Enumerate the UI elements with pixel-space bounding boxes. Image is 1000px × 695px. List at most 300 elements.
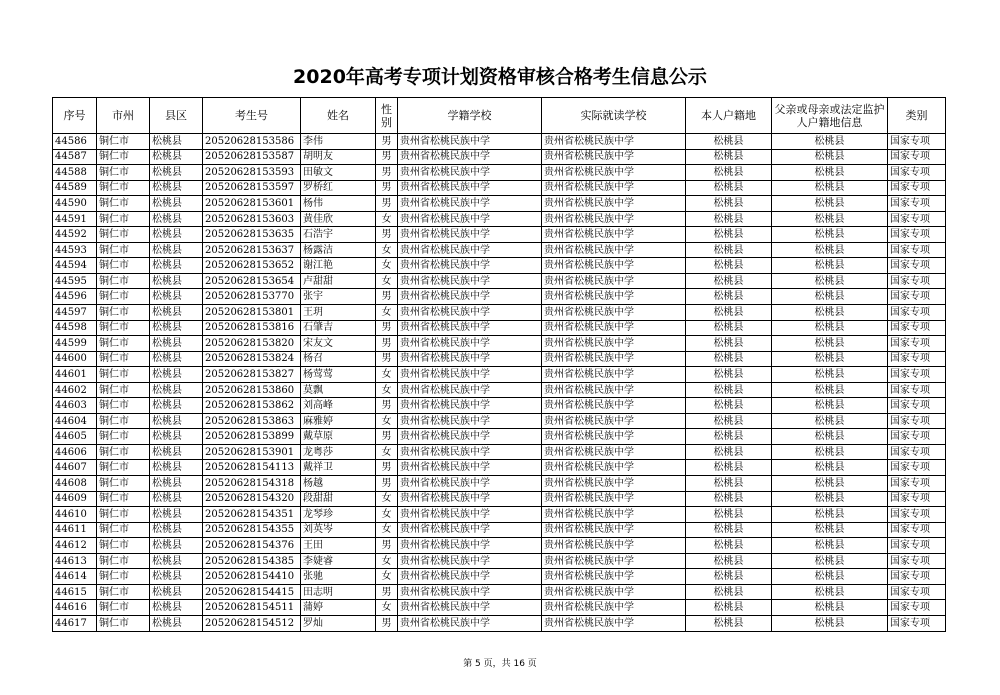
cell-actual-school: 贵州省松桃民族中学 [542,258,686,274]
cell-exam-number: 20520628153597 [203,180,301,196]
cell-category: 国家专项 [888,258,946,274]
cell-guardian-household: 松桃县 [772,367,888,383]
cell-exam-number: 20520628154410 [203,569,301,585]
cell-name: 蒲婷 [301,600,376,616]
cell-gender: 男 [376,165,398,181]
cell-actual-school: 贵州省松桃民族中学 [542,522,686,538]
cell-city: 铜仁市 [97,211,150,227]
cell-guardian-household: 松桃县 [772,134,888,150]
cell-category: 国家专项 [888,600,946,616]
cell-enrolled-school: 贵州省松桃民族中学 [398,211,542,227]
cell-gender: 男 [376,351,398,367]
cell-enrolled-school: 贵州省松桃民族中学 [398,273,542,289]
cell-name: 张宇 [301,289,376,305]
cell-household: 松桃县 [686,615,772,631]
cell-county: 松桃县 [150,134,203,150]
cell-name: 张驰 [301,569,376,585]
table-row [53,367,946,383]
cell-enrolled-school: 贵州省松桃民族中学 [398,507,542,523]
cell-enrolled-school: 贵州省松桃民族中学 [398,382,542,398]
cell-guardian-household: 松桃县 [772,569,888,585]
cell-gender: 女 [376,273,398,289]
cell-index: 44599 [53,336,97,352]
cell-exam-number: 20520628154415 [203,584,301,600]
cell-gender: 女 [376,367,398,383]
cell-enrolled-school: 贵州省松桃民族中学 [398,538,542,554]
cell-guardian-household: 松桃县 [772,289,888,305]
cell-category: 国家专项 [888,413,946,429]
cell-name: 谢江艳 [301,258,376,274]
cell-name: 胡明友 [301,149,376,165]
cell-category: 国家专项 [888,305,946,321]
cell-actual-school: 贵州省松桃民族中学 [542,507,686,523]
cell-index: 44606 [53,444,97,460]
cell-guardian-household: 松桃县 [772,165,888,181]
cell-exam-number: 20520628153901 [203,444,301,460]
cell-household: 松桃县 [686,351,772,367]
table-row [53,429,946,445]
cell-household: 松桃县 [686,444,772,460]
cell-county: 松桃县 [150,476,203,492]
cell-household: 松桃县 [686,413,772,429]
table-row [53,600,946,616]
cell-city: 铜仁市 [97,351,150,367]
cell-enrolled-school: 贵州省松桃民族中学 [398,149,542,165]
table-row [53,289,946,305]
page-footer: 第 5 页，共 16 页 [463,659,537,669]
cell-name: 黄佳欣 [301,211,376,227]
cell-index: 44609 [53,491,97,507]
candidate-table [52,97,946,632]
cell-city: 铜仁市 [97,398,150,414]
cell-county: 松桃县 [150,273,203,289]
cell-index: 44615 [53,584,97,600]
cell-enrolled-school: 贵州省松桃民族中学 [398,553,542,569]
cell-actual-school: 贵州省松桃民族中学 [542,538,686,554]
cell-category: 国家专项 [888,242,946,258]
cell-gender: 女 [376,413,398,429]
cell-county: 松桃县 [150,413,203,429]
cell-exam-number: 20520628154318 [203,476,301,492]
cell-guardian-household: 松桃县 [772,615,888,631]
cell-gender: 男 [376,227,398,243]
cell-actual-school: 贵州省松桃民族中学 [542,569,686,585]
cell-enrolled-school: 贵州省松桃民族中学 [398,615,542,631]
cell-exam-number: 20520628153603 [203,211,301,227]
cell-name: 罗灿 [301,615,376,631]
cell-exam-number: 20520628154385 [203,553,301,569]
cell-exam-number: 20520628153827 [203,367,301,383]
cell-city: 铜仁市 [97,429,150,445]
cell-household: 松桃县 [686,134,772,150]
cell-index: 44613 [53,553,97,569]
cell-name: 石浩宇 [301,227,376,243]
cell-name: 石肇吉 [301,320,376,336]
cell-enrolled-school: 贵州省松桃民族中学 [398,398,542,414]
cell-exam-number: 20520628153635 [203,227,301,243]
cell-actual-school: 贵州省松桃民族中学 [542,289,686,305]
cell-household: 松桃县 [686,538,772,554]
cell-city: 铜仁市 [97,336,150,352]
cell-city: 铜仁市 [97,320,150,336]
cell-county: 松桃县 [150,398,203,414]
table-row [53,336,946,352]
cell-household: 松桃县 [686,491,772,507]
cell-county: 松桃县 [150,444,203,460]
cell-name: 莫飘 [301,382,376,398]
cell-name: 王田 [301,538,376,554]
cell-guardian-household: 松桃县 [772,460,888,476]
cell-category: 国家专项 [888,460,946,476]
cell-county: 松桃县 [150,491,203,507]
cell-gender: 女 [376,242,398,258]
cell-enrolled-school: 贵州省松桃民族中学 [398,351,542,367]
cell-name: 杨召 [301,351,376,367]
cell-index: 44589 [53,180,97,196]
cell-city: 铜仁市 [97,460,150,476]
page-title: 2020年高考专项计划资格审核合格考生信息公示 [293,66,707,88]
cell-city: 铜仁市 [97,367,150,383]
cell-county: 松桃县 [150,522,203,538]
cell-city: 铜仁市 [97,305,150,321]
cell-actual-school: 贵州省松桃民族中学 [542,600,686,616]
cell-category: 国家专项 [888,569,946,585]
cell-guardian-household: 松桃县 [772,507,888,523]
cell-index: 44610 [53,507,97,523]
cell-category: 国家专项 [888,584,946,600]
cell-category: 国家专项 [888,196,946,212]
cell-name: 刘高峰 [301,398,376,414]
cell-city: 铜仁市 [97,522,150,538]
cell-guardian-household: 松桃县 [772,522,888,538]
table-row [53,320,946,336]
cell-city: 铜仁市 [97,476,150,492]
cell-category: 国家专项 [888,289,946,305]
cell-exam-number: 20520628153587 [203,149,301,165]
cell-city: 铜仁市 [97,444,150,460]
cell-enrolled-school: 贵州省松桃民族中学 [398,429,542,445]
cell-city: 铜仁市 [97,538,150,554]
cell-index: 44611 [53,522,97,538]
cell-actual-school: 贵州省松桃民族中学 [542,491,686,507]
cell-index: 44616 [53,600,97,616]
cell-gender: 男 [376,538,398,554]
cell-county: 松桃县 [150,180,203,196]
cell-index: 44608 [53,476,97,492]
cell-actual-school: 贵州省松桃民族中学 [542,615,686,631]
cell-category: 国家专项 [888,273,946,289]
cell-household: 松桃县 [686,569,772,585]
cell-index: 44605 [53,429,97,445]
cell-county: 松桃县 [150,615,203,631]
table-row [53,538,946,554]
cell-guardian-household: 松桃县 [772,242,888,258]
cell-category: 国家专项 [888,491,946,507]
cell-category: 国家专项 [888,320,946,336]
cell-enrolled-school: 贵州省松桃民族中学 [398,460,542,476]
cell-household: 松桃县 [686,367,772,383]
header-category: 类别 [888,98,946,134]
cell-exam-number: 20520628154113 [203,460,301,476]
table-row [53,273,946,289]
header-exam-number: 考生号 [203,98,301,134]
cell-guardian-household: 松桃县 [772,196,888,212]
cell-index: 44592 [53,227,97,243]
cell-name: 李婕睿 [301,553,376,569]
cell-city: 铜仁市 [97,569,150,585]
cell-name: 龙粤莎 [301,444,376,460]
cell-exam-number: 20520628154320 [203,491,301,507]
cell-guardian-household: 松桃县 [772,382,888,398]
cell-category: 国家专项 [888,507,946,523]
cell-household: 松桃县 [686,600,772,616]
cell-category: 国家专项 [888,180,946,196]
table-row [53,227,946,243]
cell-county: 松桃县 [150,553,203,569]
cell-enrolled-school: 贵州省松桃民族中学 [398,569,542,585]
cell-exam-number: 20520628153899 [203,429,301,445]
cell-city: 铜仁市 [97,553,150,569]
cell-exam-number: 20520628153637 [203,242,301,258]
cell-exam-number: 20520628154511 [203,600,301,616]
table-row [53,476,946,492]
cell-index: 44614 [53,569,97,585]
cell-actual-school: 贵州省松桃民族中学 [542,413,686,429]
cell-name: 王玥 [301,305,376,321]
cell-city: 铜仁市 [97,273,150,289]
header-index: 序号 [53,98,97,134]
cell-index: 44597 [53,305,97,321]
cell-household: 松桃县 [686,305,772,321]
cell-enrolled-school: 贵州省松桃民族中学 [398,134,542,150]
table-row [53,242,946,258]
cell-city: 铜仁市 [97,258,150,274]
cell-exam-number: 20520628153770 [203,289,301,305]
cell-county: 松桃县 [150,242,203,258]
cell-name: 段甜甜 [301,491,376,507]
cell-index: 44601 [53,367,97,383]
cell-category: 国家专项 [888,227,946,243]
cell-actual-school: 贵州省松桃民族中学 [542,227,686,243]
cell-exam-number: 20520628153586 [203,134,301,150]
cell-gender: 女 [376,507,398,523]
cell-actual-school: 贵州省松桃民族中学 [542,196,686,212]
table-row [53,211,946,227]
cell-guardian-household: 松桃县 [772,211,888,227]
cell-exam-number: 20520628153801 [203,305,301,321]
cell-household: 松桃县 [686,476,772,492]
cell-city: 铜仁市 [97,600,150,616]
cell-gender: 女 [376,258,398,274]
cell-household: 松桃县 [686,211,772,227]
header-enrolled-school: 学籍学校 [398,98,542,134]
cell-gender: 女 [376,553,398,569]
cell-guardian-household: 松桃县 [772,351,888,367]
cell-county: 松桃县 [150,569,203,585]
cell-enrolled-school: 贵州省松桃民族中学 [398,336,542,352]
cell-gender: 男 [376,429,398,445]
cell-index: 44586 [53,134,97,150]
cell-county: 松桃县 [150,507,203,523]
cell-gender: 男 [376,320,398,336]
cell-index: 44603 [53,398,97,414]
cell-gender: 男 [376,398,398,414]
cell-category: 国家专项 [888,211,946,227]
cell-gender: 男 [376,615,398,631]
cell-exam-number: 20520628153824 [203,351,301,367]
cell-exam-number: 20520628153816 [203,320,301,336]
cell-category: 国家专项 [888,398,946,414]
cell-household: 松桃县 [686,273,772,289]
cell-category: 国家专项 [888,134,946,150]
cell-index: 44607 [53,460,97,476]
cell-actual-school: 贵州省松桃民族中学 [542,553,686,569]
cell-guardian-household: 松桃县 [772,476,888,492]
cell-actual-school: 贵州省松桃民族中学 [542,165,686,181]
cell-enrolled-school: 贵州省松桃民族中学 [398,444,542,460]
table-row [53,149,946,165]
cell-index: 44588 [53,165,97,181]
cell-name: 杨越 [301,476,376,492]
cell-enrolled-school: 贵州省松桃民族中学 [398,600,542,616]
cell-guardian-household: 松桃县 [772,600,888,616]
cell-name: 麻雅婷 [301,413,376,429]
cell-category: 国家专项 [888,553,946,569]
cell-index: 44598 [53,320,97,336]
cell-gender: 女 [376,569,398,585]
cell-household: 松桃县 [686,507,772,523]
cell-city: 铜仁市 [97,507,150,523]
table-row [53,553,946,569]
table-row [53,522,946,538]
cell-county: 松桃县 [150,460,203,476]
cell-household: 松桃县 [686,522,772,538]
cell-actual-school: 贵州省松桃民族中学 [542,211,686,227]
cell-county: 松桃县 [150,258,203,274]
cell-actual-school: 贵州省松桃民族中学 [542,398,686,414]
cell-enrolled-school: 贵州省松桃民族中学 [398,320,542,336]
cell-index: 44604 [53,413,97,429]
cell-category: 国家专项 [888,444,946,460]
cell-guardian-household: 松桃县 [772,398,888,414]
cell-exam-number: 20520628153601 [203,196,301,212]
cell-index: 44595 [53,273,97,289]
cell-name: 田志明 [301,584,376,600]
cell-actual-school: 贵州省松桃民族中学 [542,460,686,476]
cell-household: 松桃县 [686,196,772,212]
cell-household: 松桃县 [686,429,772,445]
cell-name: 龙琴珍 [301,507,376,523]
cell-guardian-household: 松桃县 [772,305,888,321]
cell-name: 杨伟 [301,196,376,212]
cell-gender: 女 [376,382,398,398]
cell-enrolled-school: 贵州省松桃民族中学 [398,367,542,383]
cell-guardian-household: 松桃县 [772,444,888,460]
cell-gender: 男 [376,289,398,305]
cell-county: 松桃县 [150,149,203,165]
cell-category: 国家专项 [888,382,946,398]
cell-index: 44596 [53,289,97,305]
cell-guardian-household: 松桃县 [772,227,888,243]
cell-enrolled-school: 贵州省松桃民族中学 [398,584,542,600]
cell-name: 杨莺莺 [301,367,376,383]
cell-city: 铜仁市 [97,382,150,398]
cell-household: 松桃县 [686,336,772,352]
cell-city: 铜仁市 [97,584,150,600]
cell-county: 松桃县 [150,196,203,212]
cell-county: 松桃县 [150,382,203,398]
cell-gender: 男 [376,149,398,165]
cell-category: 国家专项 [888,429,946,445]
table-header-row [53,98,946,134]
header-gender: 性别 [376,98,398,134]
cell-gender: 男 [376,460,398,476]
cell-category: 国家专项 [888,538,946,554]
table-row [53,165,946,181]
cell-category: 国家专项 [888,149,946,165]
cell-name: 戴祥卫 [301,460,376,476]
header-city: 市州 [97,98,150,134]
cell-actual-school: 贵州省松桃民族中学 [542,336,686,352]
cell-index: 44591 [53,211,97,227]
cell-county: 松桃县 [150,584,203,600]
cell-household: 松桃县 [686,289,772,305]
table-row [53,569,946,585]
cell-gender: 女 [376,600,398,616]
cell-enrolled-school: 贵州省松桃民族中学 [398,305,542,321]
cell-name: 戴草原 [301,429,376,445]
cell-name: 刘英岑 [301,522,376,538]
table-row [53,351,946,367]
cell-name: 卢甜甜 [301,273,376,289]
cell-category: 国家专项 [888,367,946,383]
cell-index: 44617 [53,615,97,631]
cell-guardian-household: 松桃县 [772,180,888,196]
cell-exam-number: 20520628153652 [203,258,301,274]
cell-county: 松桃县 [150,351,203,367]
cell-exam-number: 20520628153654 [203,273,301,289]
cell-household: 松桃县 [686,460,772,476]
table-row [53,382,946,398]
cell-gender: 男 [376,196,398,212]
cell-guardian-household: 松桃县 [772,553,888,569]
cell-city: 铜仁市 [97,227,150,243]
cell-name: 杨露洁 [301,242,376,258]
cell-index: 44594 [53,258,97,274]
cell-enrolled-school: 贵州省松桃民族中学 [398,227,542,243]
cell-category: 国家专项 [888,522,946,538]
cell-gender: 男 [376,584,398,600]
cell-city: 铜仁市 [97,196,150,212]
table-row [53,180,946,196]
cell-household: 松桃县 [686,242,772,258]
cell-county: 松桃县 [150,367,203,383]
cell-enrolled-school: 贵州省松桃民族中学 [398,522,542,538]
cell-actual-school: 贵州省松桃民族中学 [542,351,686,367]
cell-exam-number: 20520628153860 [203,382,301,398]
cell-enrolled-school: 贵州省松桃民族中学 [398,413,542,429]
cell-city: 铜仁市 [97,615,150,631]
cell-exam-number: 20520628153863 [203,413,301,429]
table-row [53,134,946,150]
cell-city: 铜仁市 [97,134,150,150]
cell-city: 铜仁市 [97,289,150,305]
cell-index: 44587 [53,149,97,165]
cell-actual-school: 贵州省松桃民族中学 [542,180,686,196]
cell-gender: 女 [376,522,398,538]
cell-gender: 男 [376,180,398,196]
cell-enrolled-school: 贵州省松桃民族中学 [398,491,542,507]
